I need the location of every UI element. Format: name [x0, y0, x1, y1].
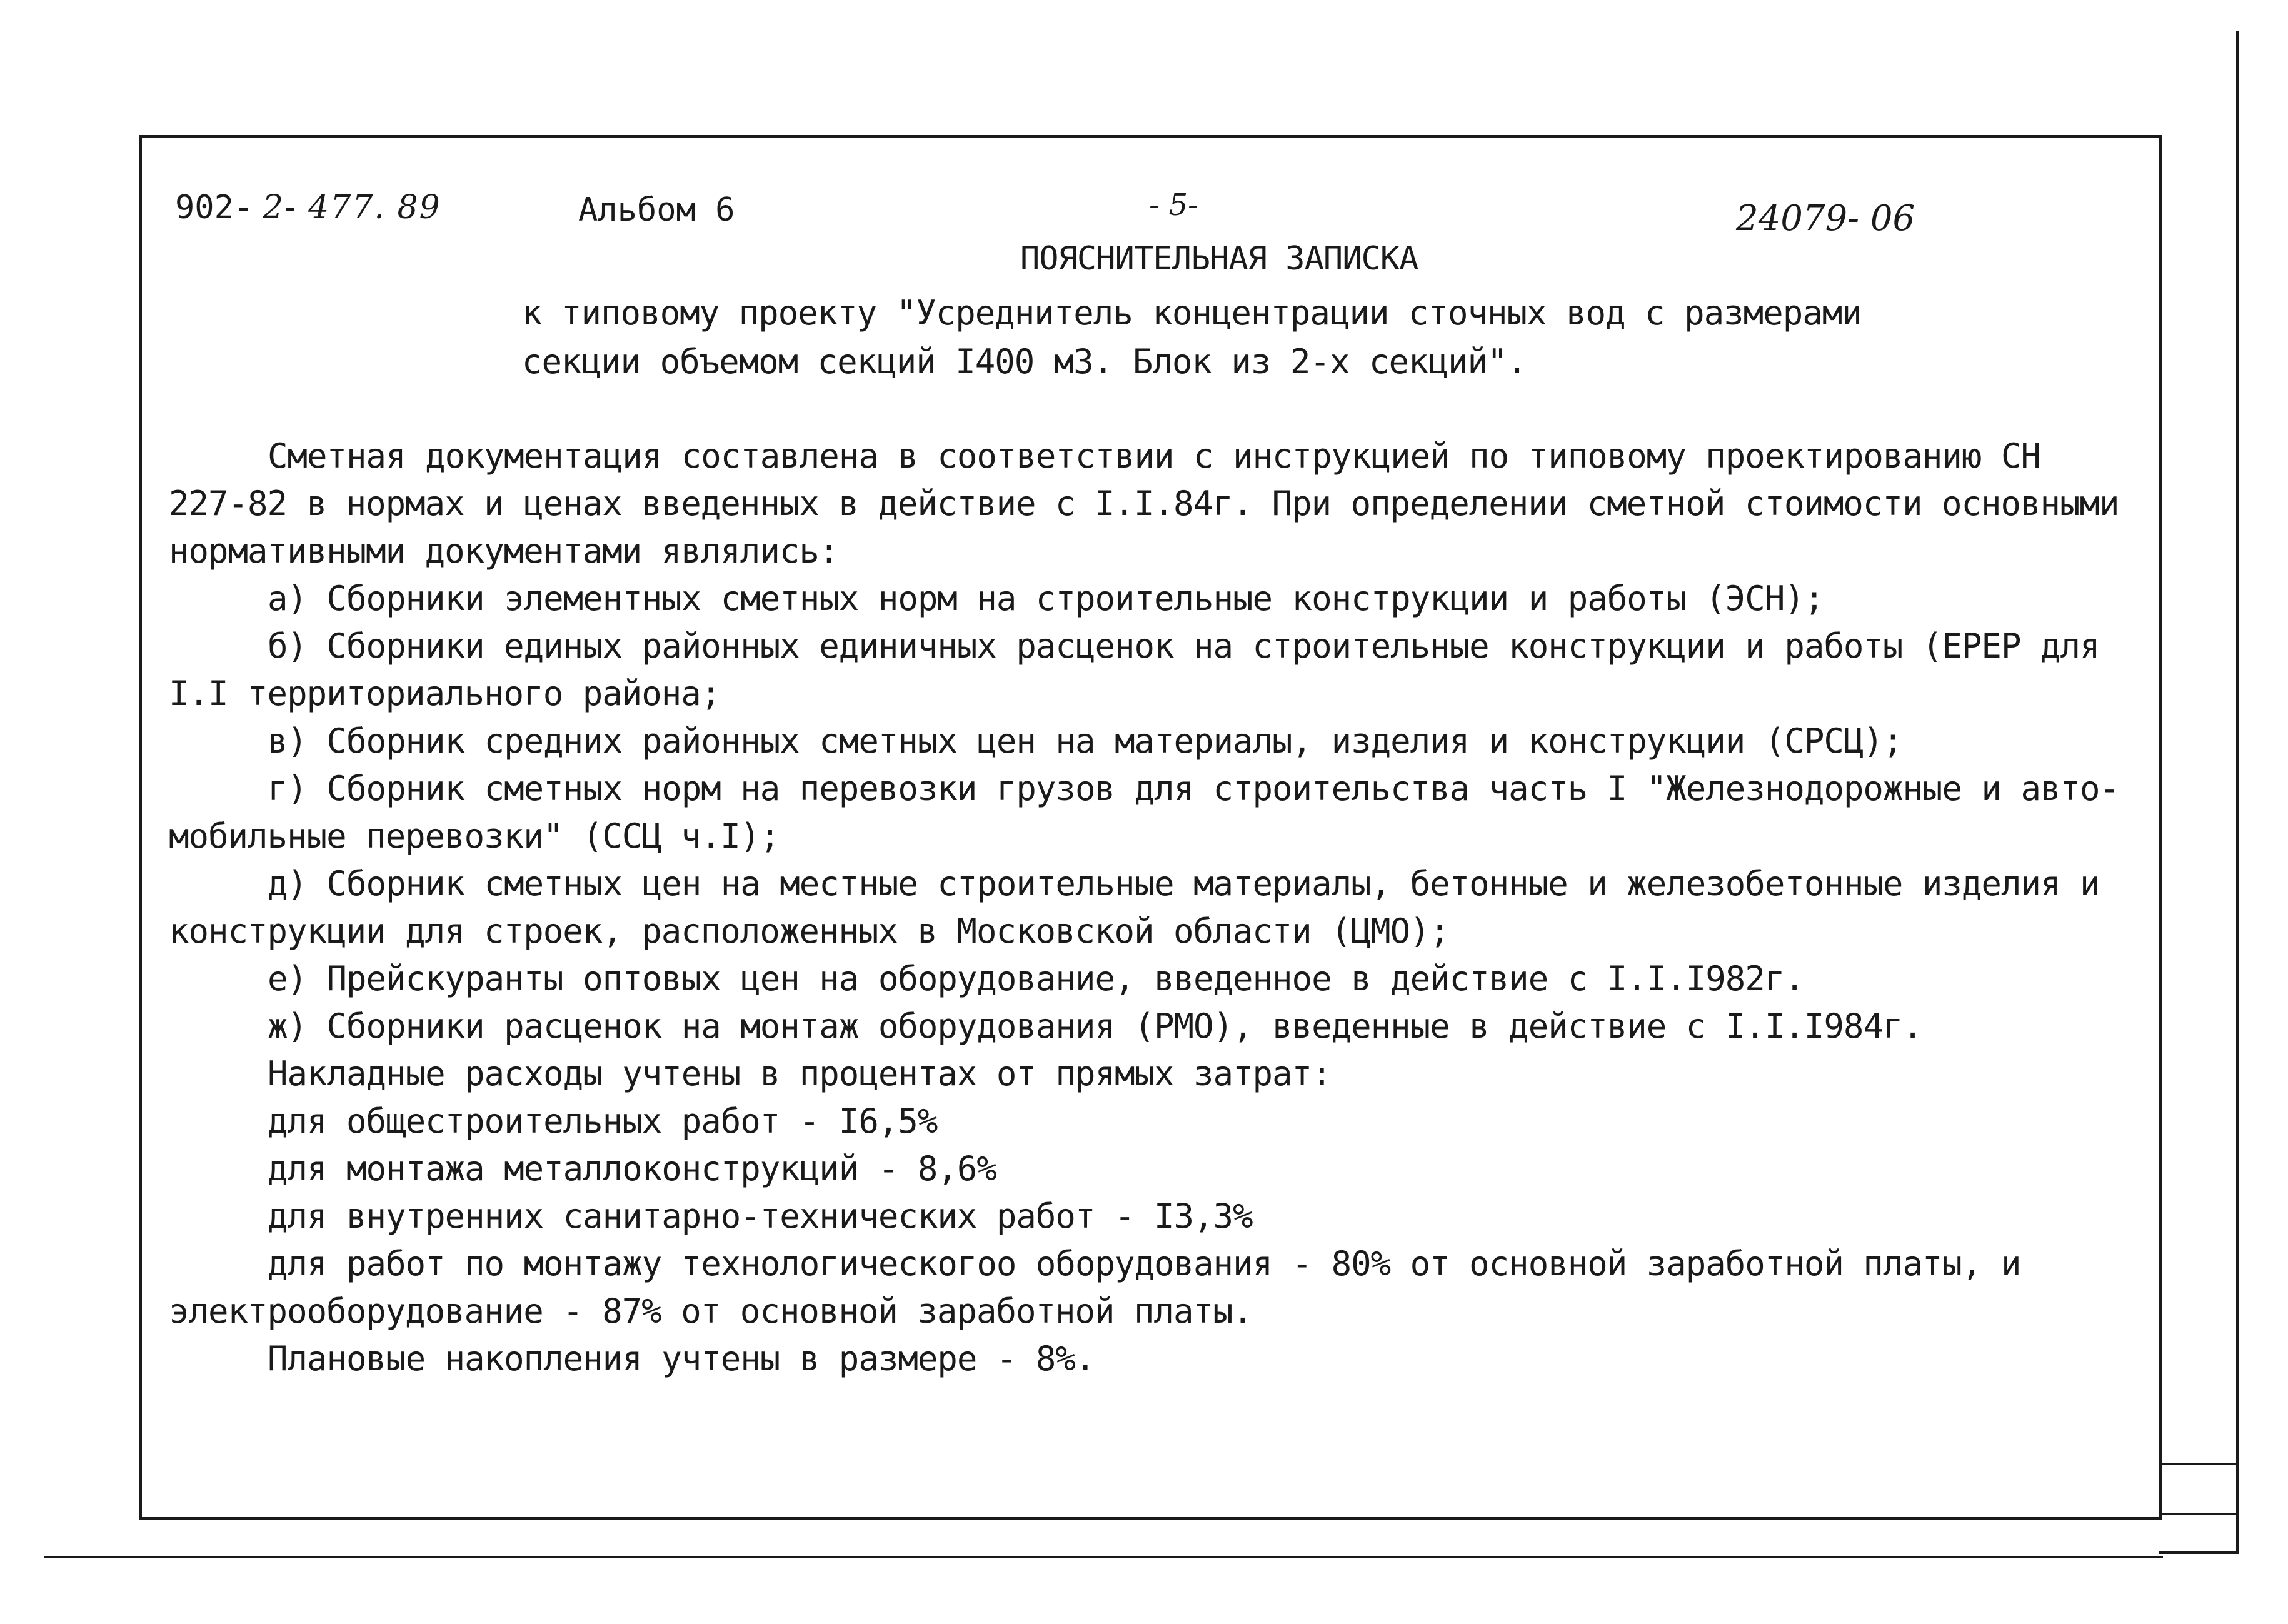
- list-item-g: г) Сборник сметных норм на перевозки грузов для строительства часть I "Железнодорожные и авто-: [268, 769, 2120, 808]
- overhead-equipment-installation: для работ по монтажу технологическогоо оборудования - 80% от основной заработной платы, и: [268, 1244, 2021, 1283]
- list-item-zh: ж) Сборники расценок на монтаж оборудования (РМО), введенные в действие с I.I.I984г.: [268, 1006, 1922, 1046]
- subtitle: [522, 289, 1862, 386]
- overhead-heading: Накладные расходы учтены в процентах от прямых затрат:: [268, 1054, 1332, 1093]
- overhead-electrical: электрооборудование - 87% от основной заработной платы.: [169, 1291, 1253, 1331]
- stamp-box-divider-line: [2159, 1513, 2239, 1515]
- explanatory-note-body: [169, 433, 2120, 1383]
- planned-savings: Плановые накопления учтены в размере - 8%.: [268, 1339, 1095, 1378]
- stamp-box-top-line: [2159, 1463, 2239, 1465]
- paragraph: 227-82 в нормах и ценах введенных в действие с I.I.84г. При определении сметной стоимости основными: [169, 484, 2119, 523]
- bottom-cut-line: [44, 1556, 2163, 1558]
- right-margin-line: [2236, 31, 2239, 1553]
- paragraph: нормативными документами являлись:: [169, 531, 839, 571]
- document-title: ПОЯСНИТЕЛЬНАЯ ЗАПИСКА: [1020, 240, 1418, 278]
- album-label: Альбом 6: [578, 191, 735, 229]
- list-item-b-continued: I.I территориального района;: [169, 674, 721, 713]
- list-item-v: в) Сборник средних районных сметных цен на материалы, изделия и конструкции (СРСЦ);: [268, 721, 1903, 761]
- list-item-d: д) Сборник сметных цен на местные строительные материалы, бетонные и железобетонные изделия и: [268, 864, 2100, 903]
- list-item-b: б) Сборники единых районных единичных расценок на строительные конструкции и работы (ЕРЕР для: [268, 626, 2100, 666]
- subtitle-line: к типовому проекту "Усреднитель концентрации сточных вод с размерами: [522, 293, 1862, 333]
- designation-handwritten: 2- 477. 89: [263, 189, 441, 226]
- list-item-g-continued: мобильные перевозки" (ССЦ ч.I);: [169, 816, 780, 856]
- stamp-box-bottom-line: [2159, 1551, 2239, 1554]
- list-item-a: а) Сборники элементных сметных норм на строительные конструкции и работы (ЭСН);: [268, 579, 1824, 618]
- overhead-metal-structures: для монтажа металлоконструкций - 8,6%: [268, 1149, 996, 1188]
- subtitle-line: секции объемом секций I400 м3. Блок из 2-х секций".: [522, 342, 1527, 381]
- list-item-d-continued: конструкции для строек, расположенных в Московской области (ЦМО);: [169, 911, 1450, 951]
- list-item-e: е) Прейскуранты оптовых цен на оборудование, введенное в действие с I.I.I982г.: [268, 959, 1804, 998]
- document-code: 24079- 06: [1736, 198, 1915, 239]
- overhead-general-construction: для общестроительных работ - I6,5%: [268, 1101, 938, 1141]
- overhead-sanitary-works: для внутренних санитарно-технических работ - I3,3%: [268, 1196, 1253, 1236]
- paragraph: Сметная документация составлена в соответствии с инструкцией по типовому проектированию СН: [268, 436, 2040, 476]
- designation-prefix: 902-: [175, 189, 254, 226]
- page-number: - 5-: [1149, 188, 1198, 223]
